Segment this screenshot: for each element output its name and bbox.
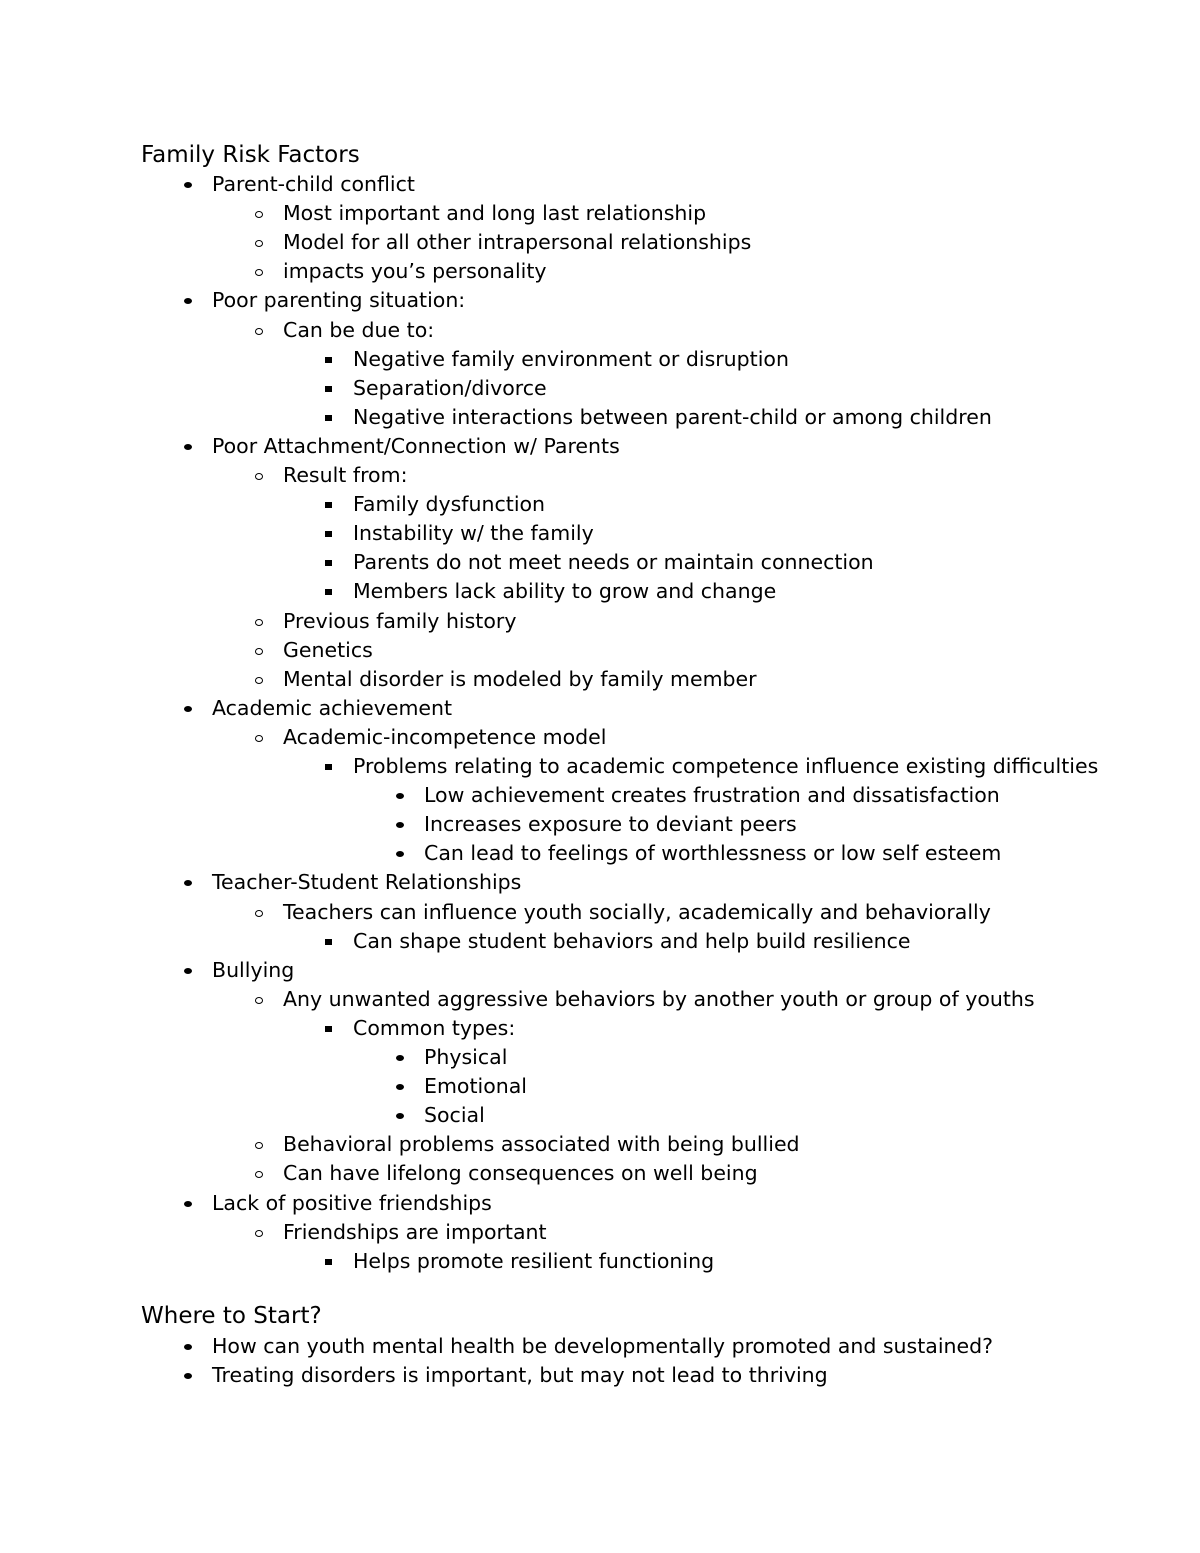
list-item-text: Behavioral problems associated with being bullied (283, 1132, 800, 1157)
list-item-level-2 (283, 1130, 800, 1159)
bullet-circle-icon (251, 1218, 271, 1247)
list-item-text: Instability w/ the family (353, 521, 594, 546)
bullet-circle-icon (251, 898, 271, 927)
list-item-level-4 (424, 839, 1001, 868)
list-item-level-3 (353, 1014, 515, 1043)
bullet-dot-icon (180, 286, 200, 315)
bullet-square-icon (321, 1014, 341, 1043)
list-item-level-3 (353, 519, 594, 548)
list-item-level-1 (212, 170, 415, 199)
bullet-square-icon (321, 345, 341, 374)
list-item-level-3 (353, 403, 992, 432)
list-item-level-2 (283, 461, 407, 490)
list-item-text: Increases exposure to deviant peers (424, 812, 797, 837)
list-item-level-2 (283, 985, 1035, 1014)
bullet-square-icon (321, 403, 341, 432)
bullet-circle-icon (251, 607, 271, 636)
list-item-text: Academic-incompetence model (283, 724, 607, 749)
list-item-text: Social (424, 1103, 485, 1128)
list-item-level-3 (353, 490, 545, 519)
list-item-level-2 (283, 723, 606, 752)
bullet-square-icon (321, 519, 341, 548)
list-item-text: Teachers can influence youth socially, academically and behaviorally (283, 899, 991, 924)
list-item-level-1 (212, 432, 620, 461)
bullet-dot-icon (392, 839, 412, 868)
list-item-level-3 (353, 1247, 714, 1276)
bullet-dot-icon (180, 1361, 200, 1390)
list-item-level-1 (212, 1332, 993, 1361)
bullet-square-icon (321, 548, 341, 577)
bullet-square-icon (321, 374, 341, 403)
list-item-level-3 (353, 577, 776, 606)
list-item-level-3 (353, 345, 789, 374)
bullet-dot-icon (392, 810, 412, 839)
list-item-text: Treating disorders is important, but may not lead to thriving (212, 1363, 828, 1388)
list-item-text: Parents do not meet needs or maintain connection (353, 550, 874, 575)
bullet-circle-icon (251, 228, 271, 257)
bullet-dot-icon (180, 1332, 200, 1361)
bullet-dot-icon (180, 170, 200, 199)
list-item-level-1 (212, 286, 465, 315)
list-item-level-2 (283, 257, 547, 286)
list-item-level-3 (353, 927, 911, 956)
bullet-dot-icon (180, 1189, 200, 1218)
bullet-square-icon (321, 927, 341, 956)
list-item-text: Can be due to: (283, 317, 435, 342)
list-item-text: Previous family history (283, 608, 517, 633)
list-item-text: Can lead to feelings of worthlessness or low self esteem (424, 841, 1002, 866)
list-item-level-2 (283, 199, 706, 228)
list-item-text: Can have lifelong consequences on well being (283, 1161, 758, 1186)
list-item-text: Parent-child conflict (212, 172, 415, 196)
section-heading: Where to Start? (141, 1303, 322, 1329)
list-item-text: Family dysfunction (353, 492, 546, 517)
list-item-level-4 (424, 1072, 527, 1101)
list-item-level-1 (212, 1361, 828, 1390)
list-item-level-2 (283, 1159, 758, 1188)
bullet-dot-icon (392, 781, 412, 810)
bullet-dot-icon (392, 1072, 412, 1101)
list-item-text: Academic achievement (212, 695, 453, 720)
bullet-dot-icon (180, 868, 200, 897)
list-item-text: Can shape student behaviors and help build resilience (353, 928, 911, 953)
list-item-text: Negative interactions between parent-child or among children (353, 404, 992, 429)
list-item-text: Low achievement creates frustration and dissatisfaction (424, 783, 1000, 808)
list-item-text: Friendships are important (283, 1219, 547, 1244)
list-item-level-1 (212, 868, 521, 897)
list-item-level-3 (353, 548, 874, 577)
list-item-text: Bullying (212, 957, 295, 982)
list-item-level-4 (424, 810, 797, 839)
list-item-text: Result from: (283, 463, 408, 487)
bullet-circle-icon (251, 1159, 271, 1188)
list-item-text: Most important and long last relationship (283, 201, 707, 226)
list-item-level-3 (353, 374, 547, 403)
bullet-dot-icon (392, 1043, 412, 1072)
bullet-dot-icon (180, 432, 200, 461)
bullet-square-icon (321, 1247, 341, 1276)
bullet-circle-icon (251, 461, 271, 490)
list-item-level-2 (283, 607, 516, 636)
bullet-circle-icon (251, 723, 271, 752)
list-item-level-3 (353, 752, 1098, 781)
list-item-text: Members lack ability to grow and change (353, 579, 777, 604)
list-item-text: Separation/divorce (353, 375, 547, 400)
list-item-level-1 (212, 956, 294, 985)
list-item-text: Emotional (424, 1074, 527, 1099)
bullet-dot-icon (180, 694, 200, 723)
list-item-level-1 (212, 1189, 492, 1218)
list-item-level-2 (283, 665, 757, 694)
list-item-level-2 (283, 898, 991, 927)
list-item-text: Any unwanted aggressive behaviors by another youth or group of youths (283, 986, 1035, 1011)
list-item-text: Problems relating to academic competence influence existing difficulties (353, 754, 1099, 778)
list-item-level-4 (424, 781, 1000, 810)
list-item-text: Teacher-Student Relationships (212, 870, 522, 895)
list-item-level-2 (283, 228, 751, 257)
bullet-dot-icon (180, 956, 200, 985)
bullet-square-icon (321, 752, 341, 781)
list-item-text: Poor parenting situation: (212, 288, 466, 313)
list-item-text: How can youth mental health be developmentally promoted and sustained? (212, 1334, 994, 1358)
list-item-level-4 (424, 1101, 485, 1130)
list-item-level-2 (283, 1218, 547, 1247)
bullet-circle-icon (251, 1130, 271, 1159)
list-item-text: Mental disorder is modeled by family member (283, 666, 757, 691)
list-item-text: Poor Attachment/Connection w/ Parents (212, 433, 620, 458)
list-item-text: Model for all other intrapersonal relationships (283, 230, 752, 255)
section-heading: Family Risk Factors (141, 142, 360, 168)
list-item-text: impacts you’s personality (283, 259, 547, 284)
list-item-text: Negative family environment or disruption (353, 346, 789, 371)
bullet-circle-icon (251, 257, 271, 286)
bullet-circle-icon (251, 985, 271, 1014)
bullet-dot-icon (392, 1101, 412, 1130)
bullet-square-icon (321, 577, 341, 606)
bullet-circle-icon (251, 199, 271, 228)
list-item-level-2 (283, 636, 373, 665)
bullet-square-icon (321, 490, 341, 519)
list-item-text: Physical (424, 1045, 508, 1069)
list-item-text: Genetics (283, 637, 373, 662)
list-item-level-1 (212, 694, 452, 723)
list-item-text: Common types: (353, 1015, 516, 1040)
bullet-circle-icon (251, 636, 271, 665)
list-item-text: Lack of positive friendships (212, 1190, 492, 1215)
bullet-circle-icon (251, 665, 271, 694)
list-item-text: Helps promote resilient functioning (353, 1248, 715, 1273)
list-item-level-4 (424, 1043, 507, 1072)
list-item-level-2 (283, 316, 434, 345)
bullet-circle-icon (251, 316, 271, 345)
